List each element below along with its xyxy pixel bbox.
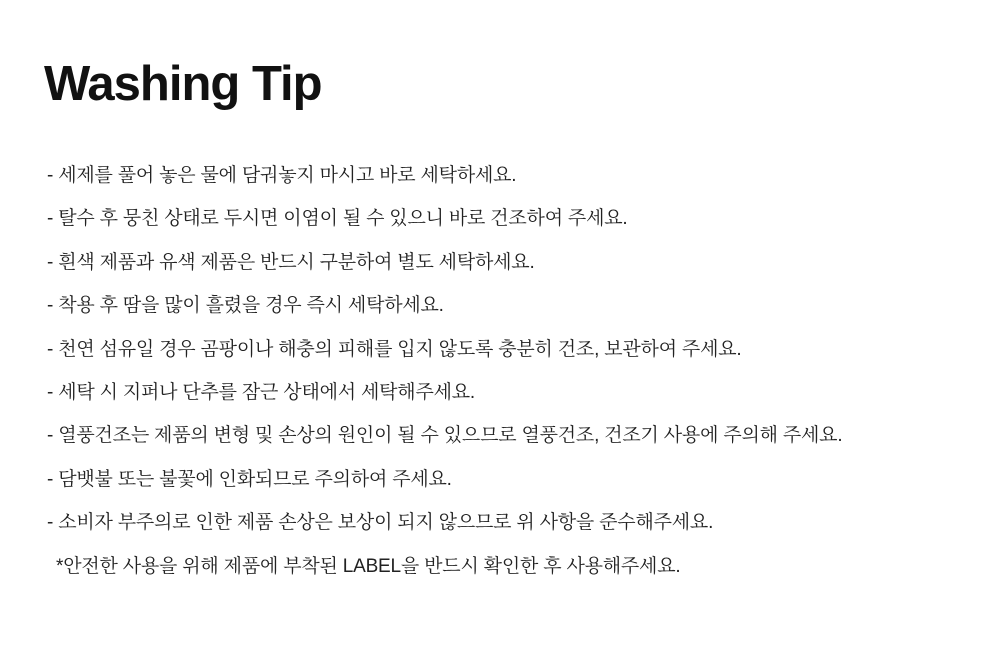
washing-tip-item: - 세탁 시 지퍼나 단추를 잠근 상태에서 세탁해주세요. (47, 382, 475, 404)
washing-tip-item: - 담뱃불 또는 불꽃에 인화되므로 주의하여 주세요. (47, 468, 452, 490)
washing-tip-item: - 열풍건조는 제품의 변형 및 손상의 원인이 될 수 있으므로 열풍건조, 건조기 사용에 주의해 주세요. (47, 425, 843, 447)
safety-note: *안전한 사용을 위해 제품에 부착된 LABEL을 반드시 확인한 후 사용해주세요. (56, 555, 681, 577)
washing-tip-item: - 흰색 제품과 유색 제품은 반드시 구분하여 별도 세탁하세요. (47, 251, 535, 273)
washing-tip-item: - 세제를 풀어 놓은 물에 담궈놓지 마시고 바로 세탁하세요. (47, 165, 517, 186)
washing-tip-item: - 소비자 부주의로 인한 제품 손상은 보상이 되지 않으므로 위 사항을 준수해주세요. (47, 512, 714, 534)
washing-tip-item: - 천연 섬유일 경우 곰팡이나 해충의 피해를 입지 않도록 충분히 건조, 보관하여 주세요. (47, 338, 742, 360)
washing-tip-item: - 탈수 후 뭉친 상태로 두시면 이염이 될 수 있으니 바로 건조하여 주세요. (47, 208, 628, 230)
page-title: Washing Tip (44, 57, 322, 111)
washing-tip-list (47, 154, 842, 588)
washing-tip-item: - 착용 후 땀을 많이 흘렸을 경우 즉시 세탁하세요. (47, 295, 444, 317)
